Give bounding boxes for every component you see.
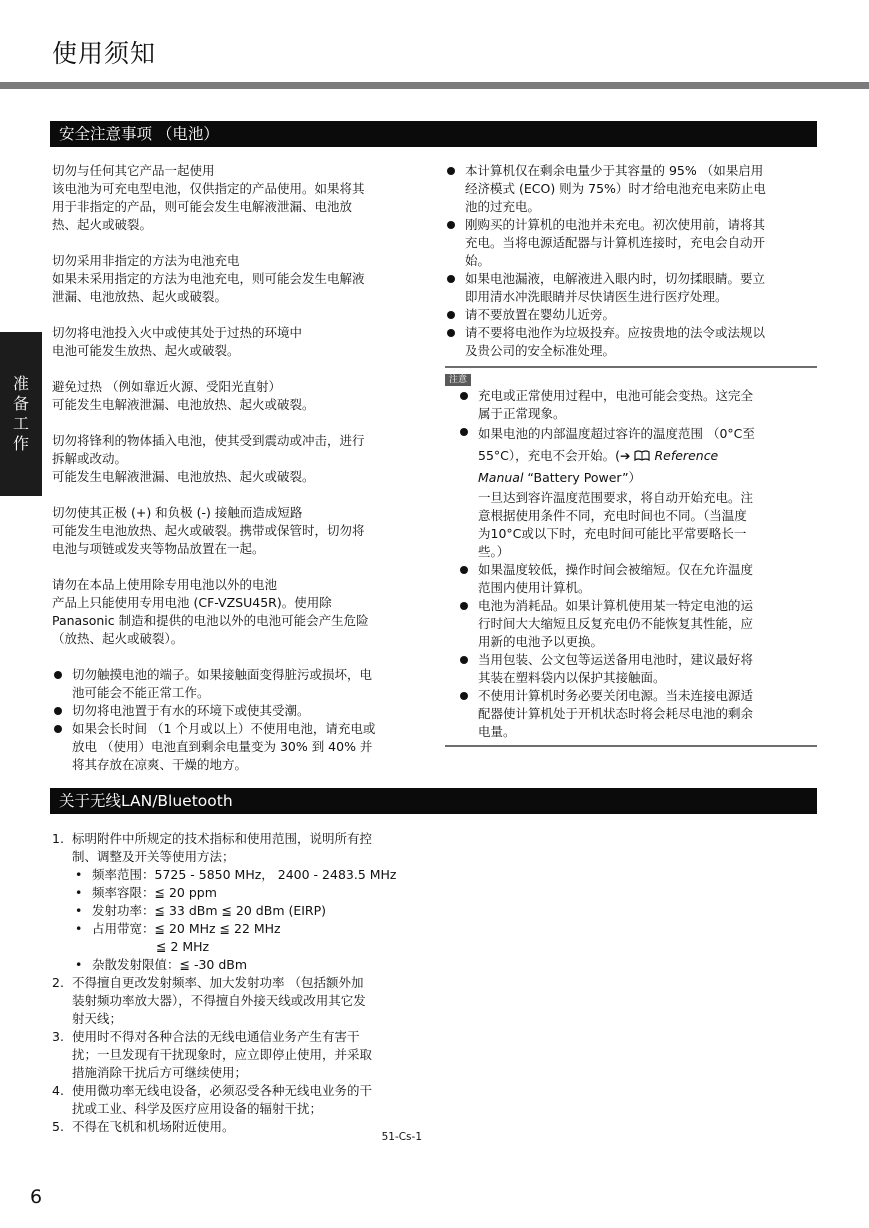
bullet-line: 当用包装、公文包等运送备用电池时，建议最好将: [478, 652, 754, 667]
bullet-line: 范围内使用计算机。: [478, 580, 591, 595]
paragraph-line: 该电池为可充电型电池，仅供指定的产品使用。如果将其: [52, 181, 365, 196]
note-bullet-list: [445, 387, 817, 741]
spec-text: 占用带宽：≦ 20 MHz ≦ 22 MHz: [92, 921, 281, 936]
bullet-line: 将其存放在凉爽、干燥的地方。: [72, 757, 248, 772]
bullet-line: 池可能会不能正常工作。: [72, 685, 210, 700]
side-tab-char: 工: [12, 414, 29, 433]
list-item: [458, 387, 817, 423]
list-item: [52, 666, 427, 702]
item-line: 标明附件中所规定的技术指标和使用范围，说明所有控: [72, 831, 373, 846]
paragraph-line: 切勿使其正极 (+) 和负极 (-) 接触而造成短路: [52, 505, 303, 520]
paragraph-line: 如果未采用指定的方法为电池充电，则可能会发生电解液: [52, 271, 365, 286]
paragraph-line: 切勿将锋利的物体插入电池，使其受到震动或冲击，进行: [52, 433, 365, 448]
item-number: 1.: [52, 831, 64, 846]
list-item: [458, 651, 817, 687]
paragraph-line: 切勿采用非指定的方法为电池充电: [52, 253, 240, 268]
list-item: [445, 306, 817, 324]
list-item: [445, 216, 817, 270]
item-number: 3.: [52, 1029, 64, 1044]
list-item: [52, 974, 432, 1028]
bullet-line: 些。）: [478, 544, 510, 559]
side-tab: [0, 332, 42, 496]
item-number: 5.: [52, 1119, 64, 1134]
spec-text: 杂散发射限值：≦ -30 dBm: [92, 957, 248, 972]
bullet-line: 一旦达到容许温度范围要求，将自动开始充电。注: [478, 490, 754, 505]
bullet-line: 经济模式 (ECO) 则为 75%）时才给电池充电来防止电: [465, 181, 766, 196]
bullet-icon: [460, 566, 468, 574]
page-number: 6: [30, 1186, 43, 1208]
reference-text: Manual: [478, 470, 524, 485]
note-top-rule: [445, 366, 817, 368]
battery-bullet-list: [52, 666, 427, 774]
paragraph-line: 可能发生电池放热、起火或破裂。携带或保管时，切勿将: [52, 523, 365, 538]
paragraph-line: 拆解或改动。: [52, 451, 128, 466]
paragraph-line: 可能发生电解液泄漏、电池放热、起火或破裂。: [52, 397, 315, 412]
bullet-icon: [447, 167, 455, 175]
spec-text: 频率范围：5725 - 5850 MHz， 2400 - 2483.5 MHz: [92, 867, 397, 882]
warning-paragraph: [52, 378, 427, 414]
paragraph-line: 避免过热 （例如靠近火源、受阳光直射）: [52, 379, 281, 394]
bullet-line: 充电。当将电源适配器与计算机连接时，充电会自动开: [465, 235, 766, 250]
bullet-line: 如果会长时间 （1 个月或以上）不使用电池，请充电或: [72, 721, 376, 736]
item-line: 装射频功率放大器），不得擅自外接天线或改用其它发: [72, 993, 366, 1008]
section-title: 关于无线LAN/Bluetooth: [59, 792, 233, 810]
item-line: 扰或工业、科学及医疗应用设备的辐射干扰；: [72, 1101, 323, 1116]
side-tab-char: 作: [12, 434, 29, 453]
bullet-icon: [447, 311, 455, 319]
reference-text: Reference: [654, 448, 719, 463]
bullet-line: 不使用计算机时务必要关闭电源。当未连接电源适: [478, 688, 754, 703]
bullet-line: 意根据使用条件不同，充电时间也不同。（当温度: [478, 508, 747, 523]
list-item: [445, 324, 817, 360]
battery-bullet-list-right: [445, 162, 817, 360]
list-item: [458, 561, 817, 597]
document-code: 51-Cs-1: [381, 1131, 422, 1143]
item-line: 措施消除干扰后方可继续使用；: [72, 1065, 248, 1080]
paragraph-line: 可能发生电解液泄漏、电池放热、起火或破裂。: [52, 469, 315, 484]
item-line: 射天线；: [72, 1011, 123, 1026]
manual-book-icon: [634, 449, 650, 462]
bullet-line: 切勿触摸电池的端子。如果接触面变得脏污或损坏，电: [72, 667, 373, 682]
section-header-battery: [50, 121, 817, 147]
warning-paragraph: [52, 504, 427, 558]
bullet-icon: [447, 275, 455, 283]
page-title: 使用须知: [52, 39, 157, 68]
paragraph-line: 泄漏、电池放热、起火或破裂。: [52, 289, 228, 304]
list-item: [52, 830, 432, 974]
bullet-line: 请不要放置在婴幼儿近旁。: [465, 307, 616, 322]
spec-item: • 频率容限：≦ 20 ppm: [75, 885, 217, 900]
item-line: 扰；一旦发现有干扰现象时，应立即停止使用，并采取: [72, 1047, 373, 1062]
warning-paragraph: [52, 162, 427, 234]
list-item: [445, 270, 817, 306]
list-item: [52, 1082, 432, 1118]
list-item: [445, 162, 817, 216]
spec-item: • 杂散发射限值：≦ -30 dBm: [75, 957, 248, 972]
bullet-line: 电池为消耗品。如果计算机使用某一特定电池的运: [478, 598, 754, 613]
bullet-line: 其装在塑料袋内以保护其接触面。: [478, 670, 666, 685]
reference-line: [478, 445, 817, 467]
header-rule: [0, 82, 869, 89]
left-column: [52, 162, 427, 774]
paragraph-line: 电池与项链或发夹等物品放置在一起。: [52, 541, 265, 556]
paragraph-line: 电池可能发生放热、起火或破裂。: [52, 343, 240, 358]
item-line: 不得在飞机和机场附近使用。: [72, 1119, 235, 1134]
list-item: [458, 597, 817, 651]
bullet-text: 55°C），充电不会开始。(➔: [478, 448, 631, 463]
warning-paragraph: [52, 576, 427, 648]
reference-title: “Battery Power”）: [527, 470, 642, 485]
bullet-icon: [460, 692, 468, 700]
list-item: [52, 720, 427, 774]
bullet-line: 始。: [465, 253, 491, 268]
bullet-line: 及贵公司的安全标准处理。: [465, 343, 616, 358]
right-column: [445, 162, 817, 747]
bullet-icon: [460, 656, 468, 664]
bullet-line: 属于正常现象。: [478, 406, 566, 421]
paragraph-line: 热、起火或破裂。: [52, 217, 153, 232]
list-item: [52, 1118, 432, 1136]
side-tab-char: 备: [12, 394, 29, 413]
bullet-line: 如果电池的内部温度超过容许的温度范围 （0°C至: [478, 426, 755, 441]
item-line: 使用微功率无线电设备，必须忍受各种无线电业务的干: [72, 1083, 373, 1098]
bullet-line: 即用清水冲洗眼睛并尽快请医生进行医疗处理。: [465, 289, 728, 304]
bullet-line: 行时间大大缩短且反复充电仍不能恢复其性能，应: [478, 616, 754, 631]
item-number: 4.: [52, 1083, 64, 1098]
list-item: [458, 687, 817, 741]
spec-item: • 发射功率：≦ 33 dBm ≦ 20 dBm (EIRP): [75, 903, 327, 918]
bullet-icon: [54, 671, 62, 679]
item-line: 制、调整及开关等使用方法；: [72, 849, 235, 864]
spec-text: 发射功率：≦ 33 dBm ≦ 20 dBm (EIRP): [92, 903, 327, 918]
paragraph-line: （放热、起火或破裂）。: [52, 631, 184, 646]
paragraph-line: 切勿与任何其它产品一起使用: [52, 163, 215, 178]
bullet-line: 切勿将电池置于有水的环境下或使其受潮。: [72, 703, 310, 718]
bullet-icon: [447, 329, 455, 337]
section-title: 安全注意事项 （电池）: [59, 125, 219, 143]
wireless-rules-list: [52, 830, 432, 1136]
bullet-line: 如果温度较低，操作时间会被缩短。仅在允许温度: [478, 562, 754, 577]
bullet-line: 充电或正常使用过程中，电池可能会变热。这完全: [478, 388, 754, 403]
paragraph-line: 请勿在本品上使用除专用电池以外的电池: [52, 577, 278, 592]
section-header-wireless: [50, 788, 817, 814]
spec-item: • 占用带宽：≦ 20 MHz ≦ 22 MHz: [75, 921, 281, 936]
bullet-line: 用新的电池予以更换。: [478, 634, 604, 649]
bullet-icon: [447, 221, 455, 229]
bullet-line: 配器使计算机处于开机状态时将会耗尽电池的剩余: [478, 706, 754, 721]
item-number: 2.: [52, 975, 64, 990]
bullet-line: 放电 （使用）电池直到剩余电量变为 30% 到 40% 并: [72, 739, 373, 754]
bullet-icon: [54, 707, 62, 715]
bullet-line: 电量。: [478, 724, 516, 739]
paragraph-line: 产品上只能使用专用电池 (CF-VZSU45R)。使用除: [52, 595, 332, 610]
bullet-line: 如果电池漏液，电解液进入眼内时，切勿揉眼睛。要立: [465, 271, 766, 286]
bullet-icon: [460, 602, 468, 610]
warning-paragraph: [52, 324, 427, 360]
side-tab-label: [0, 374, 42, 454]
bullet-line: 请不要将电池作为垃圾投弃。应按贵地的法令或法规以: [465, 325, 766, 340]
item-line: 使用时不得对各种合法的无线电通信业务产生有害干: [72, 1029, 360, 1044]
list-item: [52, 702, 427, 720]
note-tag: 注意: [445, 374, 471, 386]
bullet-line: 为10°C或以下时，充电时间可能比平常要略长一: [478, 526, 747, 541]
wireless-column: [52, 830, 432, 1136]
spec-text: 频率容限：≦ 20 ppm: [92, 885, 217, 900]
bullet-line: 池的过充电。: [465, 199, 541, 214]
note-bottom-rule: [445, 745, 817, 747]
warning-paragraph: [52, 252, 427, 306]
bullet-icon: [460, 392, 468, 400]
side-tab-char: 准: [12, 374, 29, 393]
spec-item: [72, 938, 432, 956]
bullet-icon: [54, 725, 62, 733]
bullet-line: 刚购买的计算机的电池并未充电。初次使用前，请将其: [465, 217, 766, 232]
bullet-line: 本计算机仅在剩余电量少于其容量的 95% （如果启用: [465, 163, 764, 178]
item-line: 不得擅自更改发射频率、加大发射功率 （包括额外加: [72, 975, 364, 990]
paragraph-line: 切勿将电池投入火中或使其处于过热的环境中: [52, 325, 303, 340]
spec-item: • 频率范围：5725 - 5850 MHz， 2400 - 2483.5 MHz: [75, 867, 397, 882]
list-item: [52, 1028, 432, 1082]
warning-paragraph: [52, 432, 427, 486]
bullet-icon: [460, 428, 468, 436]
paragraph-line: 用于非指定的产品，则可能会发生电解液泄漏、电池放: [52, 199, 353, 214]
paragraph-line: Panasonic 制造和提供的电池以外的电池可能会产生危险: [52, 613, 369, 628]
reference-line: [478, 467, 817, 489]
list-item: [458, 423, 817, 561]
spec-text: ≦ 2 MHz: [156, 939, 210, 954]
